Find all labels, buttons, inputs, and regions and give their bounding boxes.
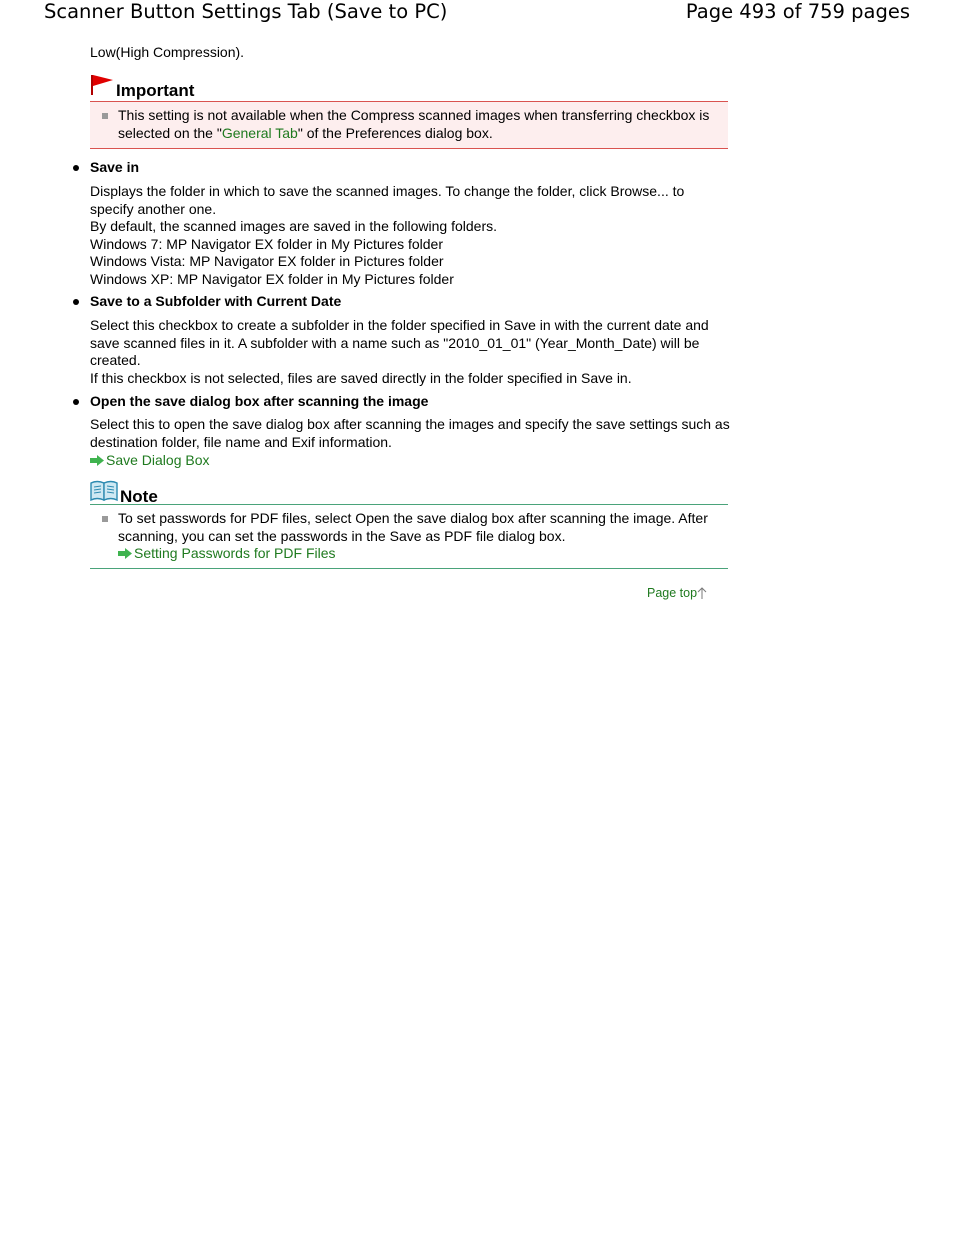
intro-text: Low(High Compression). (90, 44, 245, 60)
arrow-up-icon (697, 587, 707, 600)
important-text-1: This setting is not available when the Compress scanned images when transferring checkbox is selected on the " (118, 107, 710, 141)
pdf-password-link[interactable] (118, 545, 336, 563)
document-title: Scanner Button Settings Tab (Save to PC) (44, 0, 448, 23)
arrow-right-icon (118, 548, 132, 559)
subfolder-description (90, 317, 730, 387)
note-divider-top (90, 504, 728, 505)
subfolder-line: If this checkbox is not selected, files are saved directly in the folder specified in Save in. (90, 369, 632, 386)
note-heading (90, 480, 158, 506)
page-number: Page 493 of 759 pages (685, 0, 910, 23)
save-dialog-link[interactable] (90, 452, 210, 470)
save-in-line: By default, the scanned images are saved in the following folders. (90, 218, 498, 234)
important-heading (90, 74, 194, 100)
subfolder-line: Select this checkbox to create a subfolder in the folder specified in Save in with the current date and save scanned files in it. A subfolder with a name such as "2010_01_01" (Year_Month_Date) will be created. (90, 317, 709, 368)
note-title: Note (120, 487, 158, 506)
bullet-icon (73, 299, 79, 305)
save-dialog-link-label: Save Dialog Box (106, 452, 210, 468)
pdf-password-link-row (118, 545, 724, 564)
bullet-icon (73, 165, 79, 171)
square-bullet-icon (102, 113, 108, 119)
book-icon (90, 480, 118, 506)
page-top-link[interactable] (647, 585, 707, 603)
square-bullet-icon (102, 516, 108, 522)
general-tab-link[interactable]: General Tab (221, 124, 298, 141)
important-title: Important (116, 81, 195, 100)
pdf-password-link-label: Setting Passwords for PDF Files (134, 545, 336, 561)
save-in-line: Windows 7: MP Navigator EX folder in My Pictures folder (90, 235, 443, 252)
flag-icon (90, 74, 114, 100)
open-dialog-heading: Open the save dialog box after scanning the image (90, 393, 429, 409)
save-in-description (90, 183, 730, 288)
save-dialog-link-row (90, 452, 730, 471)
save-in-line: Displays the folder in which to save the scanned images. To change the folder, click Browse... to specify another one. (90, 183, 685, 217)
important-text-2: " of the Preferences dialog box. (297, 124, 493, 141)
note-item: To set passwords for PDF files, select Open the save dialog box after scanning the image. After scanning, you can set the passwords in the Save as PDF file dialog box. (118, 510, 708, 544)
note-divider-bottom (90, 568, 728, 569)
save-in-line: Windows Vista: MP Navigator EX folder in Pictures folder (90, 253, 444, 269)
arrow-right-icon (90, 455, 104, 466)
open-dialog-description: Select this to open the save dialog box after scanning the images and specify the save settings such as destination folder, file name and Exif information. (90, 416, 730, 450)
bullet-icon (73, 399, 79, 405)
page-header (0, 0, 954, 26)
save-in-heading: Save in (90, 159, 140, 175)
subfolder-heading: Save to a Subfolder with Current Date (90, 293, 342, 309)
save-in-line: Windows XP: MP Navigator EX folder in My Pictures folder (90, 270, 454, 287)
important-item (118, 107, 724, 142)
page-top-label: Page top (647, 586, 698, 600)
